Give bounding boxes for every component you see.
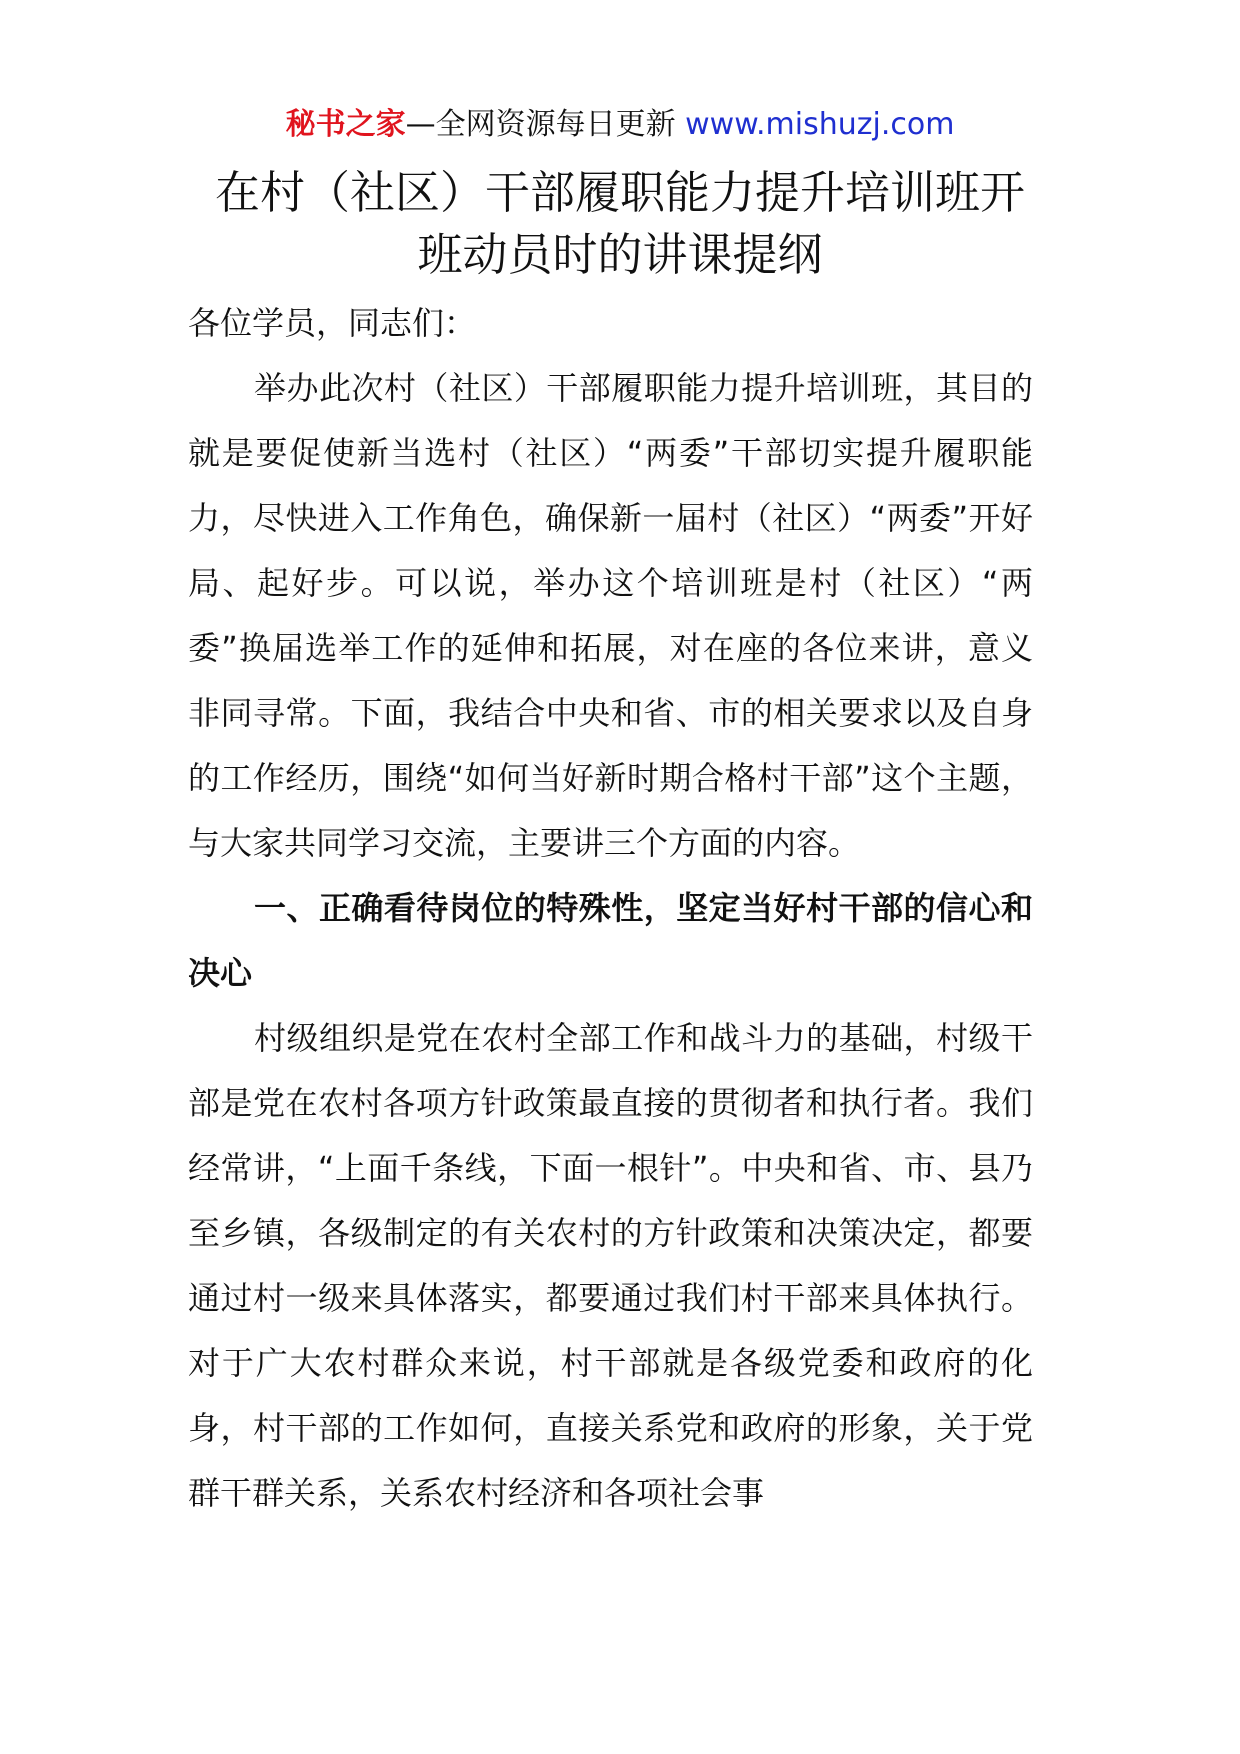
- paragraph-village-organization: 村级组织是党在农村全部工作和战斗力的基础，村级干部是党在农村各项方针政策最直接的贯彻者和执行者。我们经常讲，“上面千条线，下面一根针”。中央和省、市、县乃至乡镇，各级制定的有关农村的方针政策和决策决定，都要通过村一级来具体落实，都要通过我们村干部来具体执行。对于广大农村群众来说，村干部就是各级党委和政府的化身，村干部的工作如何，直接关系党和政府的形象，关于党群干群关系，关系农村经济和各项社会事: [188, 1019, 1033, 1512]
- paragraph-intro: 举办此次村（社区）干部履职能力提升培训班，其目的就是要促使新当选村（社区）“两委”干部切实提升履职能力，尽快进入工作角色，确保新一届村（社区）“两委”开好局、起好步。可以说，举办这个培训班是村（社区）“两委”换届选举工作的延伸和拓展，对在座的各位来讲，意义非同寻常。下面，我结合中央和省、市的相关要求以及自身的工作经历，围绕“如何当好新时期合格村干部”这个主题，与大家共同学习交流，主要讲三个方面的内容。: [188, 369, 1033, 862]
- section-heading-1: 一、正确看待岗位的特殊性，坚定当好村干部的信心和决心: [188, 889, 1033, 992]
- document-body: [188, 291, 1033, 1526]
- salutation: 各位学员，同志们：: [188, 304, 477, 342]
- header-tagline: —全网资源每日更新: [405, 107, 686, 142]
- title-line-1: 在村（社区）干部履职能力提升培训班开: [214, 166, 1025, 219]
- document-title: [130, 162, 1110, 286]
- title-line-2: 班动员时的讲课提纲: [417, 228, 823, 281]
- site-header: [0, 100, 1240, 150]
- brand-name: 秘书之家: [285, 107, 406, 142]
- site-url-link[interactable]: www.mishuzj.com: [685, 107, 955, 142]
